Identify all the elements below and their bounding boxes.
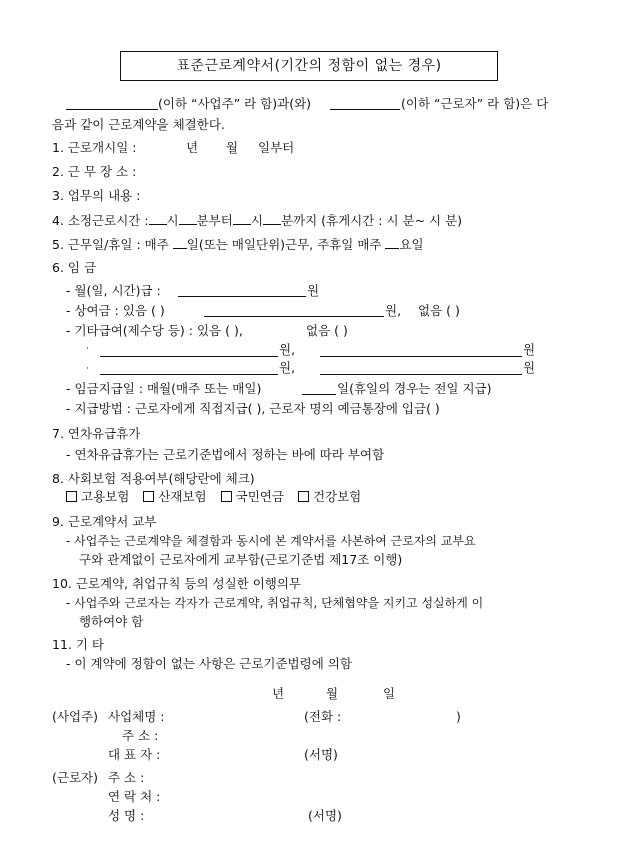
bonus-amount-blank[interactable] [204,316,384,317]
monthly-wage-unit: 원 [307,283,320,298]
contract-text-2: 구와 관계없이 근로자에게 교부함(근로기준법 제17조 이행) [79,552,403,567]
contact-label: 연 락 처 : [108,789,161,804]
employer-signature[interactable]: (서명) [304,747,338,762]
health-insurance-label: 건강보험 [312,489,362,504]
other-pay-blank-2[interactable] [320,356,522,357]
accident-insurance-checkbox[interactable] [143,491,154,502]
duty-text-2: 행하여야 함 [79,614,144,629]
end-hour-blank[interactable] [233,212,251,225]
hour-unit-2: 시 [250,213,263,228]
workday-label: 5. 근무일/휴일 : 매주 [52,237,169,252]
workday-mid: 일(또는 매일단위)근무, 주휴일 매주 [186,237,382,252]
duty-text-1: - 사업주와 근로자는 각자가 근로계약, 취업규칙, 단체협약을 지키고 성실하게 이 [66,596,484,610]
workday-line [52,236,424,253]
intro-employer-suffix: (이하 “사업주” 라 함)과(와) [158,96,312,111]
other-pay-unit-2: 원 [523,342,536,357]
dot-marker-2: · [86,364,89,374]
employee-name-label: 성 명 : [108,808,145,823]
payday-label: - 임금지급일 : 매월(매주 또는 매일) [66,381,262,396]
etc-heading: 11. 기 타 [52,637,104,652]
workday-end: 요일 [399,237,424,252]
sign-month: 월 [326,686,339,701]
weekly-holiday-blank[interactable] [385,236,399,249]
pension-label: 국민연금 [235,489,284,504]
employment-insurance-checkbox[interactable] [66,491,77,502]
sign-day: 일 [383,686,396,701]
end-minute-blank[interactable] [263,212,281,225]
document-title: 표준근로계약서(기간의 정함이 없는 경우) [120,51,498,81]
work-hours-label: 4. 소정근로시간 : [52,213,149,228]
leave-text: - 연차유급휴가는 근로기준법에서 정하는 바에 따라 부여함 [66,447,385,462]
insurance-heading: 8. 사회보험 적용여부(해당란에 체크) [52,471,255,486]
pension-checkbox[interactable] [221,491,232,502]
pay-method: - 지급방법 : 근로자에게 직접지급( ), 근로자 명의 예금통장에 입금( ) [66,401,440,416]
monthly-wage-blank[interactable] [178,296,306,297]
dot-marker: · [86,344,89,354]
duties-label: 3. 업무의 내용 : [52,188,141,203]
employer-name-blank[interactable] [66,109,158,110]
payday-blank[interactable] [302,394,336,395]
minute-from-unit: 분부터 [196,213,233,228]
phone-label: (전화 : [304,709,342,724]
contract-heading: 9. 근로계약서 교부 [52,514,157,529]
work-hours-line [52,212,462,229]
phone-close: ) [456,709,461,724]
sign-year: 년 [272,686,285,701]
other-pay-blank-4[interactable] [320,374,522,375]
bonus-none: 없음 ( ) [418,303,460,318]
payday-end: 일(휴일의 경우는 전일 지급) [337,381,492,396]
other-pay-none: 없음 ( ) [306,323,348,338]
wage-heading: 6. 임 금 [52,260,97,275]
other-pay-blank-3[interactable] [100,374,278,375]
workdays-blank[interactable] [173,236,187,249]
start-date-label: 1. 근로개시일 : [52,140,137,155]
employee-signature[interactable]: (서명) [308,808,342,823]
break-time: (휴게시간 : 시 분~ 시 분) [321,213,463,228]
employee-name-blank[interactable] [330,109,400,110]
other-pay-unit-4: 원 [523,360,536,375]
workplace-label: 2. 근 무 장 소 : [52,164,137,179]
employer-address-label: 주 소 : [122,728,159,743]
monthly-wage-label: - 월(일, 시간)급 : [66,283,161,298]
other-pay-blank-1[interactable] [100,356,278,357]
bonus-label: - 상여금 : 있음 ( ) [66,303,165,318]
start-hour-blank[interactable] [149,212,167,225]
employment-insurance-label: 고용보험 [81,489,130,504]
employee-tag: (근로자) [52,770,98,785]
accident-insurance-label: 산재보험 [158,489,207,504]
bonus-unit: 원, [385,303,402,318]
employer-tag: (사업주) [52,709,98,724]
representative-label: 대 표 자 : [108,747,161,762]
other-pay-unit-1: 원, [279,342,296,357]
insurance-options [66,489,375,505]
hour-unit: 시 [166,213,179,228]
start-month: 월 [226,140,239,155]
contract-text-1: - 사업주는 근로계약을 체결함과 동시에 본 계약서를 사본하여 근로자의 교부요 [66,534,476,548]
employee-address-label: 주 소 : [108,770,145,785]
company-name-label: 사업체명 : [108,709,165,724]
start-minute-blank[interactable] [179,212,197,225]
intro-line2: 음과 같이 근로계약을 체결한다. [52,117,225,132]
intro-employee-suffix: (이하 “근로자” 라 함)은 다 [401,96,549,111]
other-pay-unit-3: 원, [279,360,296,375]
minute-to-unit: 분까지 [280,213,318,228]
etc-text: - 이 계약에 정함이 없는 사항은 근로기준법령에 의함 [66,656,352,671]
other-pay-label: - 기타급여(제수당 등) : 있음 ( ), [66,323,243,338]
start-day: 일부터 [258,140,295,155]
health-insurance-checkbox[interactable] [298,491,309,502]
duty-heading: 10. 근로계약, 취업규칙 등의 성실한 이행의무 [52,576,301,591]
leave-heading: 7. 연차유급휴가 [52,426,141,441]
start-year: 년 [186,140,199,155]
